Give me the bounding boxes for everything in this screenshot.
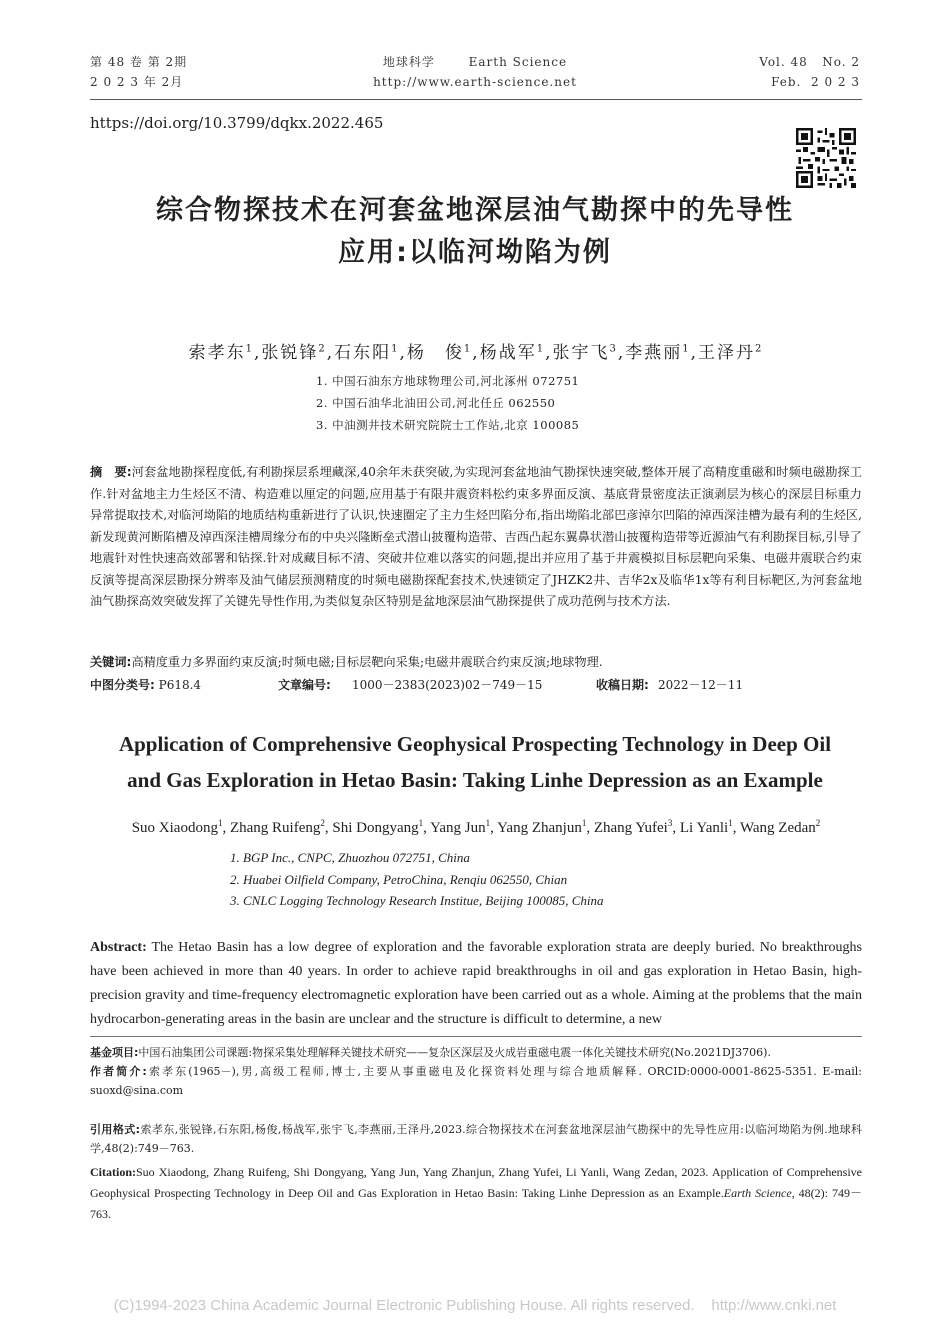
header-left-line1: 第 48 卷 第 2期: [90, 55, 188, 69]
title-cn: [80, 190, 870, 274]
citation-en-tail: , 48(2): 749－763.: [90, 1186, 862, 1221]
author-en: Yang Jun$^1$: [430, 818, 491, 836]
abstract-cn-text: 河套盆地勘探程度低,有利勘探层系埋藏深,40余年未获突破,为实现河套盆地油气勘探快速突破,整体开展了高精度重磁和时频电磁勘探工作.针对盆地主力生烃区不清、构造难以厘定的问题,应用基于有限井震资料松约束多界面反演、基底背景密度法正演剥层为核心的深层目标重力异常提取技术,对临河坳陷的地质结构重新进行了认识,快速圈定了主力生烃凹陷分布,指出坳陷北部巴彦淖尔凹陷的淖西深洼槽为最有利的生烃区,新发现黄河断陷槽及淖西深洼槽周缘分布的中央兴隆断垒式潜山披覆构造带、吉西凸起东翼鼻状潜山披覆构造带等近源油气有利勘探目标,引导了地震针对性快速高效部署和钻探.针对成藏目标不清、突破井位难以落实的问题,提出并应用了基于井震模拟目标层靶向采集、电磁井震联合约束反演等提高深层勘探分辨率及油气储层预测精度的时频电磁勘探配套技术,快速锁定了JHZK2井、吉华2x及临华1x等有利目标靶区,为河套盆地油气勘探高效突破发挥了关键先导性作用,为类似复杂区特别是盆地深层油气勘探提供了成功范例与技术方法.: [90, 465, 862, 608]
authors-en: Suo Xiaodong$^1$, Zhang Ruifeng$^2$, Shi Dongyang$^1$, Yang Jun$^1$, Yang Zhanjun$^1$, Zhang Yufei$^3$, Li Yanli$^1$, Wang Zedan$^2$: [131, 818, 821, 836]
author-en: Suo Xiaodong$^1$: [131, 818, 223, 836]
article-number-label: 文章编号:: [278, 678, 331, 692]
affiliation-cn: 1. 中国石油东方地球物理公司,河北涿州 072751: [316, 374, 580, 388]
affiliation-en: 1. BGP Inc., CNPC, Zhuozhou 072751, China: [230, 850, 470, 865]
journal-url[interactable]: http://www.earth-science.net: [373, 75, 577, 89]
copyright-footer: (C)1994-2023 China Academic Journal Electronic Publishing House. All rights reserved. http://www.cnki.net: [113, 1297, 837, 1314]
author-cn: 索孝东$^1$: [188, 343, 254, 363]
citation-cn: [90, 1120, 862, 1158]
fund-note: [90, 1043, 862, 1062]
article-number-value: 1000－2383(2023)02－749－15: [352, 678, 543, 692]
abstract-cn-label: 摘 要:: [90, 465, 132, 479]
header-left-line2: 2 0 2 3 年 2月: [90, 75, 184, 89]
header-right-line1: Vol. 48 No. 2: [759, 55, 860, 69]
author-bio-text: 索孝东(1965－),男,高级工程师,博士,主要从事重磁电及化探资料处理与综合地质解释. ORCID:0000-0001-8625-5351. E-mail: suoxd@sina.com: [90, 1065, 862, 1097]
received-date-value: 2022－12－11: [658, 678, 744, 692]
title-cn-line1: 综合物探技术在河套盆地深层油气勘探中的先导性: [156, 195, 794, 226]
affiliation-cn: 2. 中国石油华北油田公司,河北任丘 062550: [316, 396, 556, 410]
clc-label: 中图分类号:: [90, 678, 155, 692]
affiliation-cn: 3. 中油测井技术研究院院士工作站,北京 100085: [316, 418, 580, 432]
title-en-line1: Application of Comprehensive Geophysical Prospecting Technology in Deep Oil: [118, 732, 832, 756]
author-en: Yang Zhanjun$^1$: [497, 818, 587, 836]
volume-issue-en: [759, 52, 860, 92]
citation-en-label: Citation:: [90, 1165, 136, 1179]
classification-row: [90, 675, 862, 697]
author-cn: 杨 俊$^1$: [406, 343, 473, 363]
abstract-cn: [90, 462, 862, 613]
footnote-rule: [90, 1036, 862, 1037]
qr-code-icon: [796, 128, 856, 188]
affiliations-en: [230, 847, 604, 912]
affiliations-cn: [316, 370, 579, 436]
authors-cn: 索孝东$^1$,张锐锋$^2$,石东阳$^1$,杨 俊$^1$,杨战军$^1$,张宇飞$^3$,李燕丽$^1$,王泽丹$^2$: [188, 343, 764, 363]
author-en: Li Yanli$^1$: [679, 818, 733, 836]
author-bio: [90, 1062, 862, 1100]
author-cn: 李燕丽$^1$: [625, 343, 691, 363]
title-en: [80, 726, 870, 798]
citation-en-text: Suo Xiaodong, Zhang Ruifeng, Shi Dongyang, Yang Jun, Yang Zhanjun, Zhang Yufei, Li Yanli, Wang Zedan, 2023. Application of Comprehensive Geophysical Prospecting Technology in Deep Oil and Gas Exploration in Hetao Basin: Taking Linhe Depression as an Example.: [90, 1165, 862, 1200]
author-en: Zhang Yufei$^3$: [593, 818, 673, 836]
keywords-cn-label: 关键词:: [90, 655, 132, 669]
keywords-cn: [90, 652, 862, 674]
author-cn: 王泽丹$^2$: [698, 343, 764, 363]
author-cn: 张宇飞$^3$: [552, 343, 618, 363]
clc-value: P618.4: [158, 678, 202, 692]
journal-name: 地球科学 Earth Science: [382, 55, 568, 69]
affiliation-en: 2. Huabei Oilfield Company, PetroChina, Renqiu 062550, Chian: [230, 871, 568, 887]
author-en: Zhang Ruifeng$^2$: [229, 818, 325, 836]
title-en-line2: and Gas Exploration in Hetao Basin: Taking Linhe Depression as an Example: [127, 768, 823, 792]
author-cn: 张锐锋$^2$: [261, 343, 327, 363]
citation-cn-text: 索孝东,张锐锋,石东阳,杨俊,杨战军,张宇飞,李燕丽,王泽丹,2023.综合物探技术在河套盆地深层油气勘探中的先导性应用:以临河坳陷为例.地球科学,48(2):749－763.: [90, 1123, 862, 1155]
affiliation-en: 3. CNLC Logging Technology Research Institue, Beijing 100085, China: [230, 893, 604, 908]
author-en: Shi Dongyang$^1$: [332, 818, 424, 836]
citation-en: [90, 1162, 862, 1225]
abstract-en: [90, 936, 862, 1032]
doi-link[interactable]: https://doi.org/10.3799/dqkx.2022.465: [90, 114, 384, 132]
keywords-cn-text: 高精度重力多界面约束反演;时频电磁;目标层靶向采集;电磁井震联合约束反演;地球物理.: [131, 655, 603, 669]
author-cn: 杨战军$^1$: [479, 343, 546, 363]
citation-en-journal: Earth Science: [723, 1186, 792, 1200]
header-rule: [90, 99, 862, 100]
abstract-en-label: Abstract:: [90, 940, 147, 955]
citation-cn-label: 引用格式:: [90, 1123, 141, 1136]
author-cn: 石东阳$^1$: [334, 343, 400, 363]
fund-label: 基金项目:: [90, 1046, 139, 1059]
author-en: Wang Zedan$^2$: [739, 818, 821, 836]
received-date-label: 收稿日期:: [596, 678, 649, 692]
author-bio-label: 作者简介:: [90, 1065, 147, 1078]
title-cn-line2: 应用:以临河坳陷为例: [338, 237, 612, 268]
fund-text: 中国石油集团公司课题:物探采集处理解释关键技术研究——复杂区深层及火成岩重磁电震一体化关键技术研究(No.2021DJ3706).: [138, 1046, 771, 1059]
header-right-line2: Feb. 2 0 2 3: [771, 75, 860, 89]
abstract-en-text: The Hetao Basin has a low degree of exploration and the favorable exploration strata are deeply buried. No breakthroughs have been achieved in more than 40 years. In order to achieve rapid breakthroughs in oil and gas exploration in Hetao Basin, high-precision gravity and time-frequency electromagnetic exploration have been carried out as a whole. Aiming at the problems that the main hydrocarbon-generating areas in the basin are unclear and the structure is difficult to determine, a new: [90, 940, 862, 1027]
